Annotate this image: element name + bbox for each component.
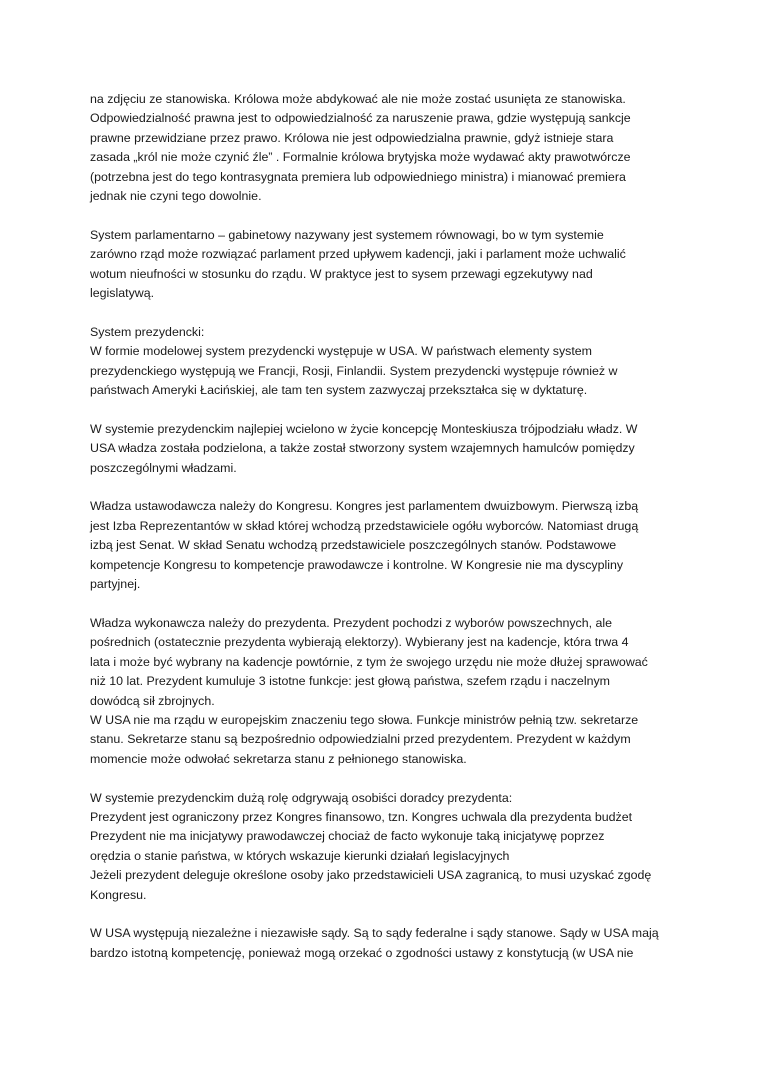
text-line: USA władza została podzielona, a także został stworzony system wzajemnych hamulców pomiędzy bbox=[90, 441, 635, 456]
text-line: System prezydencki: bbox=[90, 324, 205, 339]
text-line: izbą jest Senat. W skład Senatu wchodzą przedstawiciele poszczególnych stanów. Podstawowe bbox=[90, 538, 617, 553]
document-body bbox=[90, 90, 680, 983]
text-line: Odpowiedzialność prawna jest to odpowiedzialność za naruszenie prawa, gdzie występują sankcje bbox=[90, 111, 631, 126]
text-line: Prezydent jest ograniczony przez Kongres finansowo, tzn. Kongres uchwala dla prezydenta budżet bbox=[90, 809, 633, 824]
text-line: Kongresu. bbox=[90, 887, 147, 902]
text-line: bardzo istotną kompetencję, ponieważ mogą orzekać o zgodności ustawy z konstytucją (w USA nie bbox=[90, 945, 634, 960]
paragraph bbox=[90, 924, 680, 963]
text-line: stanu. Sekretarze stanu są bezpośrednio odpowiedzialni przed prezydentem. Prezydent w każdym bbox=[90, 732, 631, 747]
text-line: Prezydent nie ma inicjatywy prawodawczej chociaż de facto wykonuje taką inicjatywę poprzez bbox=[90, 829, 605, 844]
text-line: kompetencje Kongresu to kompetencje prawodawcze i kontrolne. W Kongresie nie ma dyscypliny bbox=[90, 557, 624, 572]
text-line: Władza ustawodawcza należy do Kongresu. Kongres jest parlamentem dwuizbowym. Pierwszą izbą bbox=[90, 499, 639, 514]
text-line: momencie może odwołać sekretarza stanu z pełnionego stanowiska. bbox=[90, 751, 467, 766]
text-line: dowódcą sił zbrojnych. bbox=[90, 693, 215, 708]
text-line: niż 10 lat. Prezydent kumuluje 3 istotne funkcje: jest głową państwa, szefem rządu i naczelnym bbox=[90, 674, 610, 689]
paragraph bbox=[90, 614, 680, 769]
text-line: Jeżeli prezydent deleguje określone osoby jako przedstawicieli USA zagranicą, to musi uzyskać zgodę bbox=[90, 868, 652, 883]
paragraph bbox=[90, 90, 680, 206]
paragraph bbox=[90, 226, 680, 304]
text-line: W USA nie ma rządu w europejskim znaczeniu tego słowa. Funkcje ministrów pełnią tzw. sekretarze bbox=[90, 712, 639, 727]
text-line: legislatywą. bbox=[90, 286, 155, 301]
text-line: prezydenckiego występują we Francji, Rosji, Finlandii. System prezydencki występuje również w bbox=[90, 363, 618, 378]
text-line: poszczególnymi władzami. bbox=[90, 460, 237, 475]
text-line: państwach Ameryki Łacińskiej, ale tam ten system zazwyczaj przekształca się w dyktaturę. bbox=[90, 383, 588, 398]
text-line: W systemie prezydenckim najlepiej wcielono w życie koncepcję Monteskiusza trójpodziału władz. W bbox=[90, 421, 638, 436]
paragraph bbox=[90, 323, 680, 401]
text-line: orędzia o stanie państwa, w których wskazuje kierunki działań legislacyjnych bbox=[90, 848, 510, 863]
text-line: prawne przewidziane przez prawo. Królowa nie jest odpowiedzialna prawnie, gdyż istnieje stara bbox=[90, 130, 614, 145]
text-line: zasada „król nie może czynić źle” . Formalnie królowa brytyjska może wydawać akty prawotwórcze bbox=[90, 150, 631, 165]
paragraph bbox=[90, 789, 680, 905]
text-line: zarówno rząd może rozwiązać parlament przed upływem kadencji, jaki i parlament może uchwalić bbox=[90, 247, 626, 262]
text-line: jest Izba Reprezentantów w skład której wchodzą przedstawiciele ogółu wyborców. Natomiast drugą bbox=[90, 518, 639, 533]
paragraph bbox=[90, 497, 680, 594]
text-line: pośrednich (ostatecznie prezydenta wybierają elektorzy). Wybierany jest na kadencje, która trwa 4 bbox=[90, 635, 629, 650]
text-line: (potrzebna jest do tego kontrasygnata premiera lub odpowiedniego ministra) i mianować premiera bbox=[90, 169, 626, 184]
text-line: W formie modelowej system prezydencki występuje w USA. W państwach elementy system bbox=[90, 344, 592, 359]
text-line: System parlamentarno – gabinetowy nazywany jest systemem równowagi, bo w tym systemie bbox=[90, 227, 604, 242]
text-line: jednak nie czyni tego dowolnie. bbox=[90, 189, 262, 204]
text-line: lata i może być wybrany na kadencje powtórnie, z tym że swojego urzędu nie może dłużej sprawować bbox=[90, 654, 648, 669]
paragraph bbox=[90, 420, 680, 478]
text-line: partyjnej. bbox=[90, 577, 141, 592]
text-line: na zdjęciu ze stanowiska. Królowa może abdykować ale nie może zostać usunięta ze stanowiska. bbox=[90, 92, 626, 106]
text-line: Władza wykonawcza należy do prezydenta. Prezydent pochodzi z wyborów powszechnych, ale bbox=[90, 615, 613, 630]
text-line: wotum nieufności w stosunku do rządu. W praktyce jest to sysem przewagi egzekutywy nad bbox=[90, 266, 593, 281]
text-line: W USA występują niezależne i niezawisłe sądy. Są to sądy federalne i sądy stanowe. Sądy w USA mają bbox=[90, 926, 659, 941]
text-line: W systemie prezydenckim dużą rolę odgrywają osobiści doradcy prezydenta: bbox=[90, 790, 513, 805]
